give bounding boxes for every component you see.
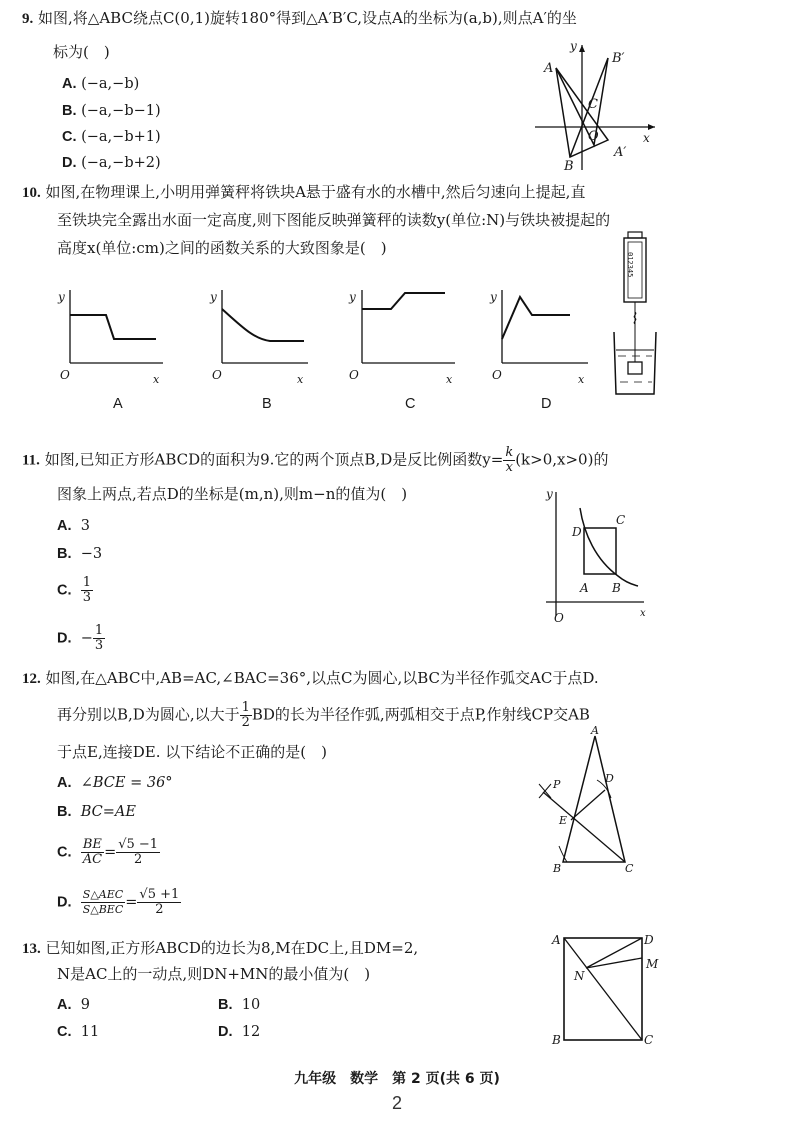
svg-text:A: A: [552, 933, 561, 947]
q13-figure: [548, 930, 663, 1050]
q9-option-d: D. (−a,−b+2): [62, 155, 161, 171]
svg-text:y: y: [490, 290, 497, 304]
q9-label-a: A: [544, 61, 554, 76]
q10-line3: 高度x(单位:cm)之间的函数关系的大致图象是( ): [57, 239, 387, 257]
q10-graph-d-label: D: [541, 396, 552, 412]
svg-text:A: A: [591, 724, 599, 737]
svg-text:O: O: [492, 368, 502, 382]
q12-line3: 于点E,连接DE. 以下结论不正确的是( ): [57, 743, 327, 761]
q11-number: 11.: [22, 452, 40, 469]
svg-text:x: x: [297, 373, 304, 386]
svg-text:A: A: [580, 581, 589, 595]
q12-figure: [535, 724, 635, 879]
svg-text:D: D: [572, 525, 582, 539]
q9-label-y: y: [570, 39, 577, 53]
q10-scale-marks: 012345: [626, 252, 634, 278]
q11-text-1b: (k>0,x>0)的: [515, 450, 609, 469]
q13-option-c: C. 11: [57, 1024, 100, 1040]
q11-option-b: B. −3: [57, 546, 103, 562]
svg-text:E: E: [559, 814, 568, 827]
q10-line1: [22, 182, 585, 203]
q9-line2: 标为( ): [53, 43, 110, 61]
q9-figure: [530, 40, 660, 175]
q11-figure: [540, 488, 650, 623]
q10-graph-b: [208, 285, 318, 385]
q12-line2: 再分别以B,D为圆心,以大于 $\frac{1}{2}$ BD的长为半径作弧,两弧相交于点P,作射线CP交AB: [57, 700, 590, 730]
q9-option-b: B. (−a,−b−1): [62, 103, 161, 119]
page-number: 2: [391, 1093, 402, 1113]
svg-text:B: B: [612, 581, 621, 595]
svg-text:N: N: [574, 969, 585, 983]
svg-text:B: B: [553, 862, 562, 875]
svg-text:M: M: [646, 957, 659, 971]
q13-option-b: B. 10: [218, 997, 261, 1013]
svg-text:O: O: [349, 368, 359, 382]
q9-option-c: C. (−a,−b+1): [62, 129, 161, 145]
svg-text:P: P: [553, 778, 561, 791]
svg-text:x: x: [153, 373, 160, 386]
svg-text:C: C: [644, 1033, 654, 1047]
q9-line1: [22, 8, 577, 29]
q13-line1: [22, 938, 418, 959]
svg-text:B: B: [552, 1033, 561, 1047]
q9-text-1: 如图,将△ABC绕点C(0,1)旋转180°得到△A′B′C,设点A的坐标为(a,b),则点A′的坐: [38, 9, 577, 27]
q13-line2: N是AC上的一动点,则DN+MN的最小值为( ): [57, 965, 371, 983]
svg-text:O: O: [554, 611, 564, 625]
q13-number: 13.: [22, 941, 41, 957]
q11-option-d: D. − $\frac{1}{3}$: [57, 623, 104, 653]
svg-text:O: O: [212, 368, 222, 382]
q9-label-b: B: [564, 159, 574, 174]
q10-graph-d: [490, 285, 595, 385]
q12-option-d: D. $\frac{\text{S△AEC}}{\text{S△BEC}}$ = $\frac{√5 +1}{2}$: [57, 887, 180, 917]
svg-text:y: y: [349, 290, 356, 304]
svg-text:y: y: [546, 487, 553, 501]
q11-line1: [22, 446, 608, 475]
q10-graph-b-label: B: [262, 396, 272, 412]
q12-number: 12.: [22, 671, 41, 687]
q10-text-1: 如图,在物理课上,小明用弹簧秤将铁块A悬于盛有水的水槽中,然后匀速向上提起,直: [45, 183, 586, 201]
q9-label-o: O: [588, 129, 599, 144]
q11-option-a: A. 3: [57, 518, 90, 534]
page-footer: 九年级 数学 第 2 页(共 6 页): [294, 1071, 500, 1087]
svg-text:O: O: [60, 368, 70, 382]
q9-label-a2: A′: [614, 145, 627, 160]
svg-text:D: D: [644, 933, 654, 947]
q10-graph-a: [58, 285, 168, 385]
svg-text:x: x: [578, 373, 585, 386]
q9-option-a: A. (−a,−b): [62, 76, 140, 92]
q11-line2: 图象上两点,若点D的坐标是(m,n),则m−n的值为( ): [57, 485, 408, 503]
svg-text:x: x: [640, 608, 646, 619]
svg-text:C: C: [625, 862, 634, 875]
q13-text-1: 已知如图,正方形ABCD的边长为8,M在DC上,且DM=2,: [45, 939, 419, 957]
q11-fraction-k-over-x: $\frac{k}{x}$: [505, 445, 514, 475]
q13-option-a: A. 9: [57, 997, 90, 1013]
q10-number: 10.: [22, 185, 41, 201]
svg-text:D: D: [605, 772, 614, 785]
q9-label-b2: B′: [612, 51, 625, 66]
q10-line2: 至铁块完全露出水面一定高度,则下图能反映弹簧秤的读数y(单位:N)与铁块被提起的: [57, 211, 611, 229]
q12-text-1: 如图,在△ABC中,AB=AC,∠BAC=36°,以点C为圆心,以BC为半径作弧交AC于点D.: [45, 669, 599, 687]
q10-graph-a-label: A: [113, 396, 123, 412]
q12-option-b: B. BC=AE: [57, 804, 136, 820]
svg-text:y: y: [58, 290, 65, 304]
svg-text:y: y: [210, 290, 217, 304]
q12-option-c: C. $\frac{BE}{AC}$ = $\frac{√5 -1}{2}$: [57, 837, 159, 867]
q9-number: 9.: [22, 11, 34, 27]
q10-graph-c-label: C: [405, 396, 416, 412]
q10-graph-c: [345, 285, 460, 385]
q9-label-x: x: [643, 131, 650, 145]
q11-text-1a: 如图,已知正方形ABCD的面积为9.它的两个顶点B,D是反比例函数y=: [44, 450, 504, 469]
q11-option-c: C. $\frac{1}{3}$: [57, 575, 91, 605]
q10-spring-scale-figure: [608, 232, 663, 402]
q12-option-a: A. ∠BCE = 36°: [57, 775, 173, 791]
svg-text:x: x: [446, 373, 453, 386]
q12-line1: [22, 668, 599, 689]
q13-option-d: D. 12: [218, 1024, 261, 1040]
svg-text:C: C: [616, 513, 626, 527]
q9-label-c: C: [588, 97, 598, 112]
